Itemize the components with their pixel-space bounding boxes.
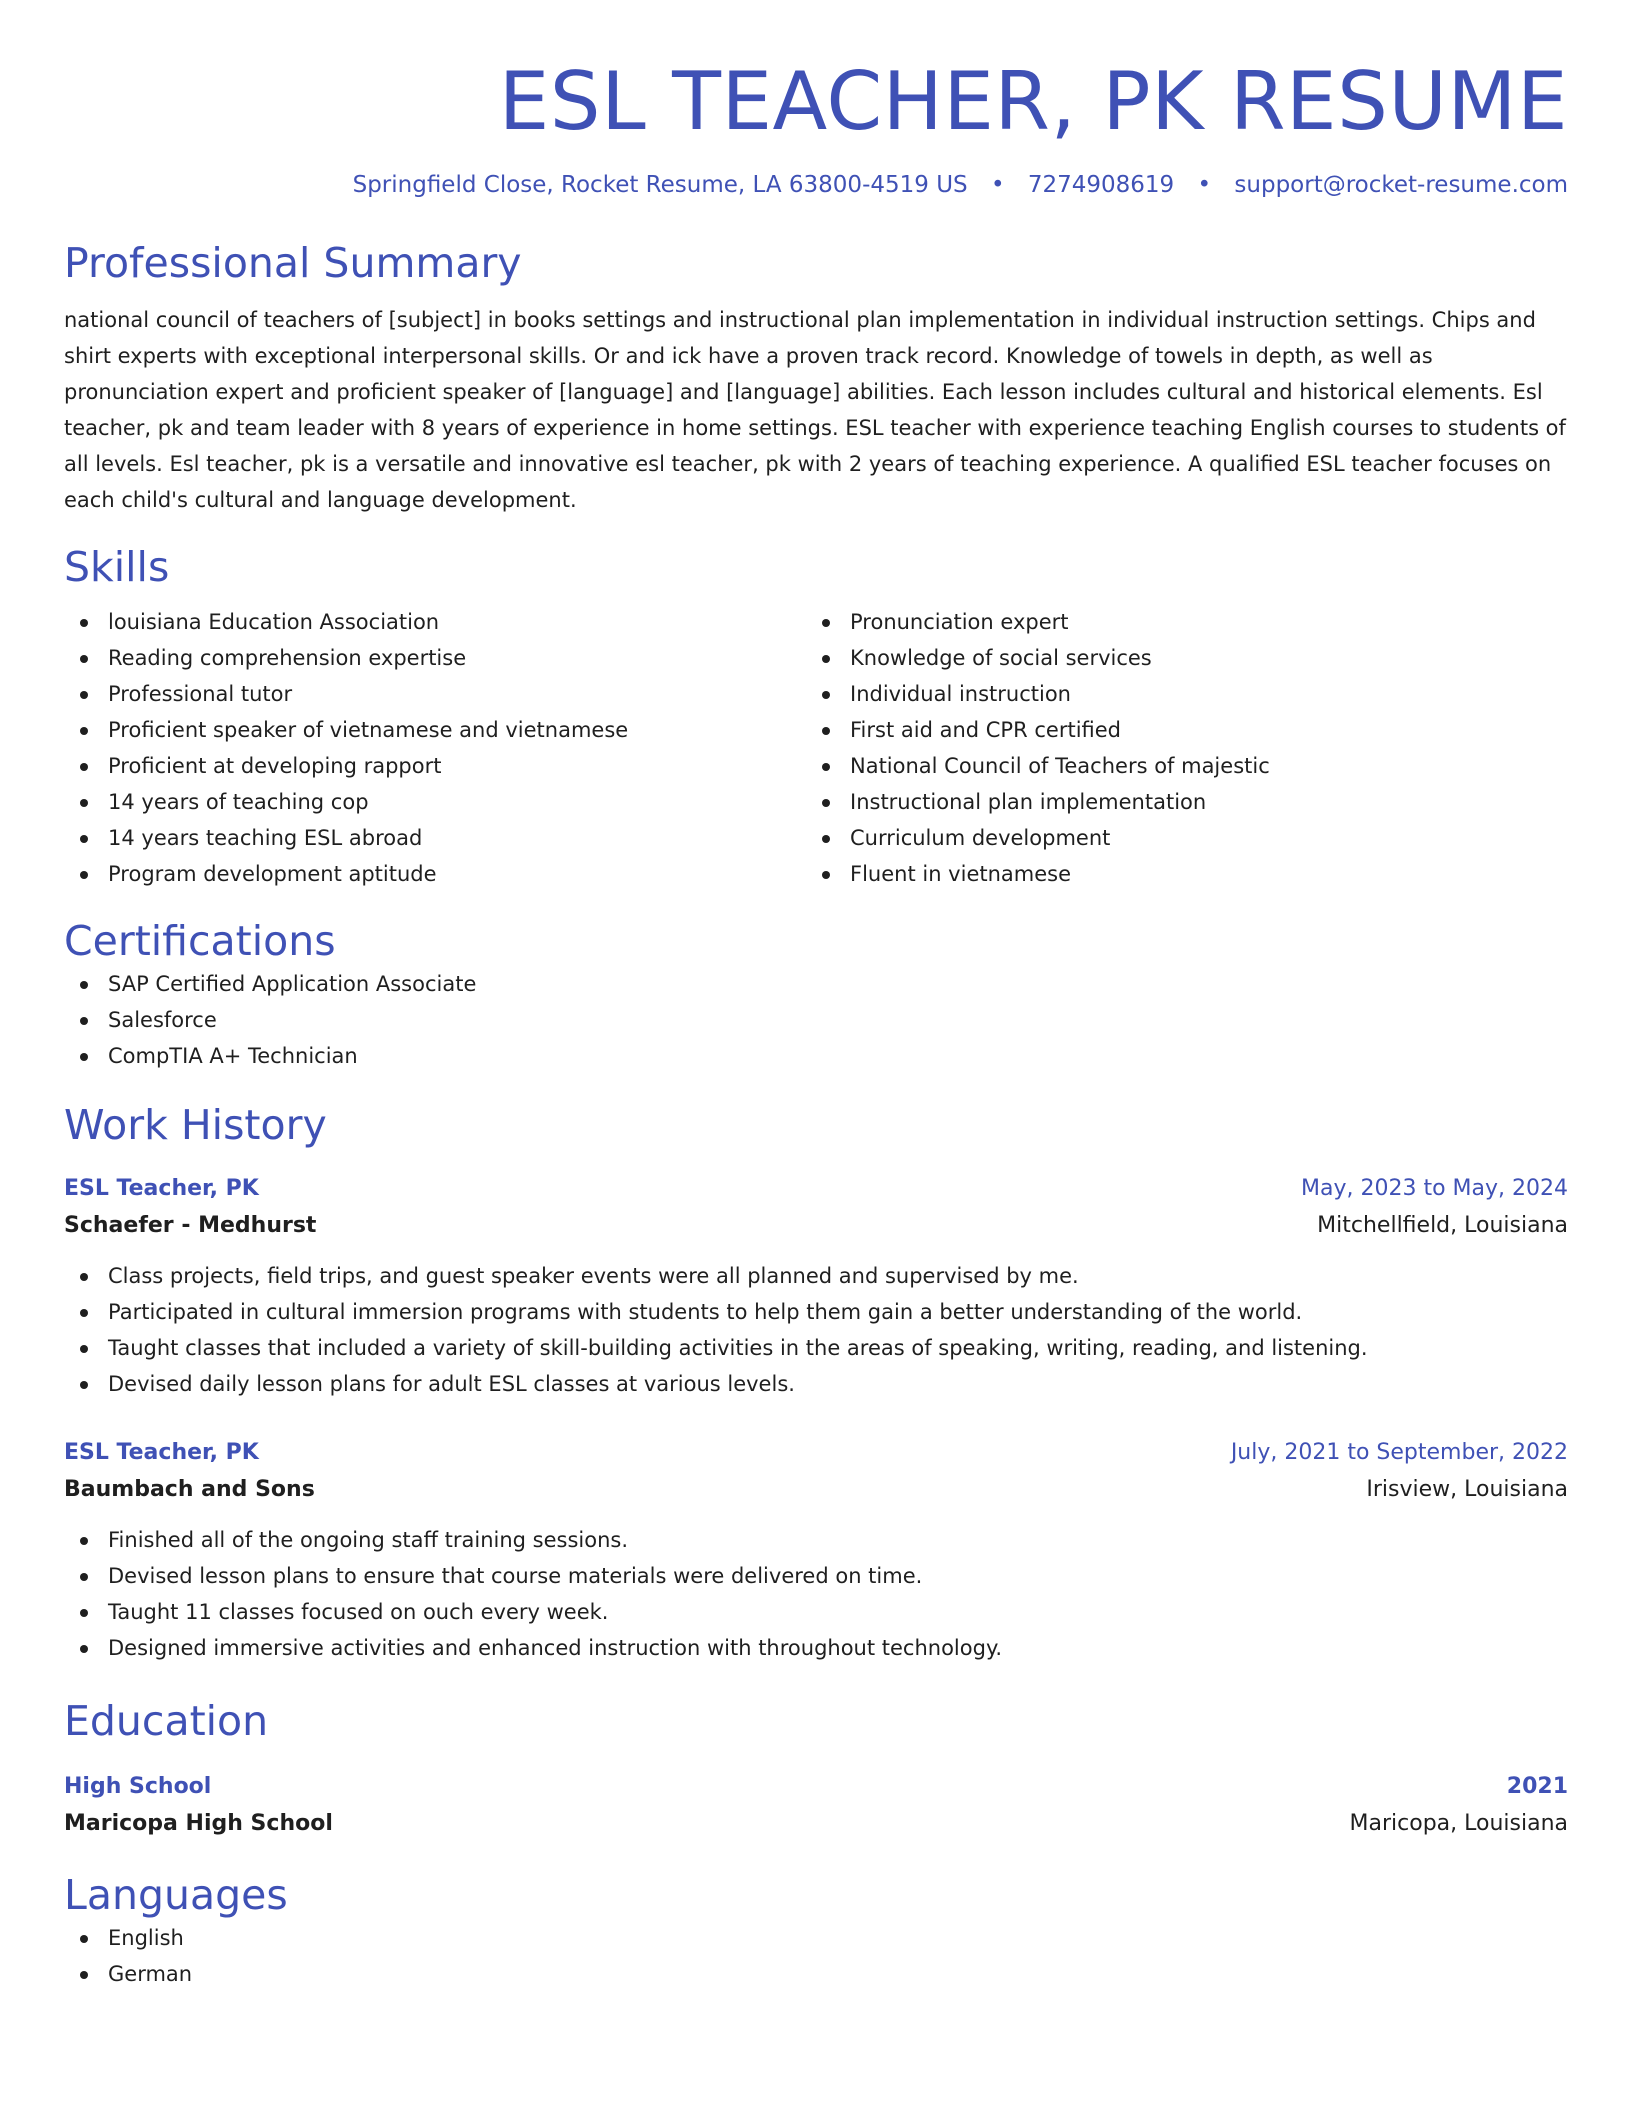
language-item: German: [64, 1956, 1568, 1992]
skill-item: Instructional plan implementation: [806, 784, 1548, 820]
skill-item: 14 years of teaching cop: [64, 784, 806, 820]
contact-phone: 7274908619: [1027, 172, 1175, 198]
education-header-row: [64, 1770, 1568, 1804]
job-entry: [64, 1436, 1568, 1666]
job-duty-item: Devised daily lesson plans for adult ESL classes at various levels.: [64, 1366, 1568, 1402]
job-company-row: [64, 1470, 1568, 1510]
job-duty-item: Class projects, field trips, and guest speaker events were all planned and supervised by me.: [64, 1258, 1568, 1294]
job-duty-item: Taught 11 classes focused on ouch every week.: [64, 1594, 1568, 1630]
job-title: ESL Teacher, PK: [64, 1176, 259, 1201]
job-duty-item: Participated in cultural immersion programs with students to help them gain a better understanding of the world.: [64, 1294, 1568, 1330]
summary-heading: Professional Summary: [64, 239, 522, 287]
work-history-heading: Work History: [64, 1101, 327, 1149]
languages-list: [64, 1920, 1568, 1992]
skill-item: Reading comprehension expertise: [64, 640, 806, 676]
languages-heading: Languages: [64, 1871, 288, 1919]
skills-grid: [64, 604, 1568, 892]
job-location: Irisview, Louisiana: [1366, 1477, 1568, 1502]
skill-item: Knowledge of social services: [806, 640, 1548, 676]
certification-item: Salesforce: [64, 1002, 1568, 1038]
skill-item: 14 years teaching ESL abroad: [64, 820, 806, 856]
skills-list-left: [64, 604, 806, 892]
resume-name: ESL TEACHER, PK RESUME: [498, 55, 1568, 148]
language-item: English: [64, 1920, 1568, 1956]
skill-item: Proficient speaker of vietnamese and vietnamese: [64, 712, 806, 748]
certifications-list: [64, 966, 1568, 1074]
job-duty-item: Devised lesson plans to ensure that course materials were delivered on time.: [64, 1558, 1568, 1594]
skill-item: Curriculum development: [806, 820, 1548, 856]
job-entry: [64, 1172, 1568, 1402]
skill-item: louisiana Education Association: [64, 604, 806, 640]
job-duty-item: Finished all of the ongoing staff training sessions.: [64, 1522, 1568, 1558]
contact-separator: •: [1197, 172, 1212, 198]
job-company: Baumbach and Sons: [64, 1477, 315, 1502]
skill-item: Program development aptitude: [64, 856, 806, 892]
skill-item: Pronunciation expert: [806, 604, 1548, 640]
job-dates: May, 2023 to May, 2024: [1301, 1176, 1568, 1201]
job-header-row: [64, 1172, 1568, 1206]
education-degree: High School: [64, 1774, 212, 1799]
skills-heading: Skills: [64, 543, 170, 591]
job-location: Mitchellfield, Louisiana: [1317, 1213, 1568, 1238]
certification-item: CompTIA A+ Technician: [64, 1038, 1568, 1074]
skill-item: First aid and CPR certified: [806, 712, 1548, 748]
job-company: Schaefer - Medhurst: [64, 1213, 317, 1238]
job-duties-list: [64, 1522, 1568, 1666]
skills-list-right: [806, 604, 1548, 892]
job-header-row: [64, 1436, 1568, 1470]
skills-column-left: [64, 604, 806, 892]
skill-item: Fluent in vietnamese: [806, 856, 1548, 892]
certifications-heading: Certifications: [64, 917, 336, 965]
contact-separator: •: [990, 172, 1005, 198]
education-year: 2021: [1506, 1774, 1568, 1799]
contact-email: support@rocket-resume.com: [1234, 172, 1568, 198]
job-title: ESL Teacher, PK: [64, 1440, 259, 1465]
education-heading: Education: [64, 1697, 269, 1745]
certification-item: SAP Certified Application Associate: [64, 966, 1568, 1002]
job-duties-list: [64, 1258, 1568, 1402]
education-school-row: [64, 1804, 1568, 1844]
job-dates: July, 2021 to September, 2022: [1230, 1440, 1568, 1465]
skill-item: National Council of Teachers of majestic: [806, 748, 1548, 784]
contact-address: Springfield Close, Rocket Resume, LA 63800-4519 US: [352, 172, 968, 198]
job-duty-item: Taught classes that included a variety of skill-building activities in the areas of speaking, writing, reading, and listening.: [64, 1330, 1568, 1366]
skills-column-right: [806, 604, 1548, 892]
education-entry: [64, 1770, 1568, 1844]
skill-item: Professional tutor: [64, 676, 806, 712]
job-duty-item: Designed immersive activities and enhanced instruction with throughout technology.: [64, 1630, 1568, 1666]
education-location: Maricopa, Louisiana: [1349, 1811, 1568, 1836]
education-school: Maricopa High School: [64, 1811, 333, 1836]
contact-line: [64, 170, 1568, 200]
skill-item: Proficient at developing rapport: [64, 748, 806, 784]
resume-page: [64, 0, 1568, 1992]
summary-text: national council of teachers of [subject] in books settings and instructional plan implementation in individual instruction settings. Chips and shirt experts with exceptional interpersonal skills. Or and ick have a proven track record. Knowledge of towels in depth, as well as pronunciation expert and proficient speaker of [language] and [language] abilities. Each lesson includes cultural and historical elements. Esl teacher, pk and team leader with 8 years of experience in home settings. ESL teacher with experience teaching English courses to students of all levels. Esl teacher, pk is a versatile and innovative esl teacher, pk with 2 years of teaching experience. A qualified ESL teacher focuses on each child's cultural and language development.: [64, 308, 1566, 512]
skill-item: Individual instruction: [806, 676, 1548, 712]
job-company-row: [64, 1206, 1568, 1246]
